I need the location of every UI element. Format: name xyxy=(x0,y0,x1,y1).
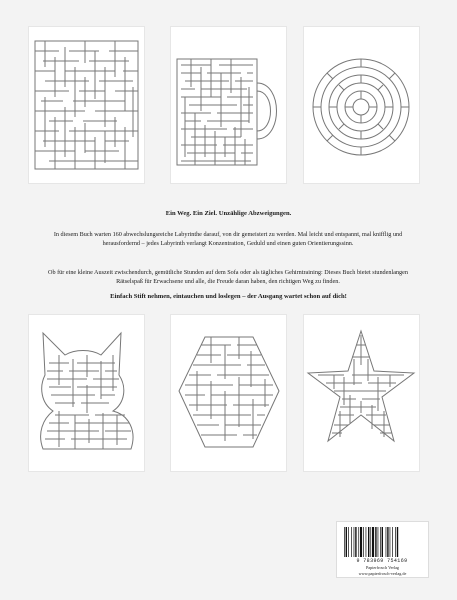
description-paragraph-2: Ob für eine kleine Auszeit zwischendurch, gemütliche Stunden auf dem Sofa oder als tägliches Gehirntraining: Dieses Buch bietet stundenlangen Rätselspaß für Erwachsene und alle, die Freude daran haben, den richtigen Weg zu finden. xyxy=(48,269,408,285)
maze-preview-cat xyxy=(29,315,144,471)
square-grid-maze xyxy=(29,27,144,183)
mug-maze xyxy=(171,27,286,183)
callout-text: Einfach Stift nehmen, eintauchen und loslegen – der Ausgang wartet schon auf dich! xyxy=(110,293,347,300)
maze-preview-star xyxy=(304,315,419,471)
headline: Ein Weg. Ein Ziel. Unzählige Abzweigungen. xyxy=(165,210,292,217)
maze-preview-hexagon xyxy=(171,315,286,471)
hexagon-maze xyxy=(171,315,286,471)
cat-maze xyxy=(29,315,144,471)
isbn-number: 9 783969 754169 xyxy=(356,558,408,564)
star-maze xyxy=(304,315,419,471)
maze-preview-mug xyxy=(171,27,286,183)
description-paragraph: In diesem Buch warten 160 abwechslungsreiche Labyrinthe darauf, von dir gemeistert zu werden. Mal leicht und entspannt, mal knifflig und herausfordernd – jedes Labyrinth verlangt Konzentration, Geduld und einen guten Orientierungssinn. xyxy=(53,231,403,247)
circle-maze xyxy=(304,27,419,183)
barcode-panel xyxy=(336,521,429,578)
maze-preview-circle xyxy=(304,27,419,183)
publisher-name: Papierfrosch Verlag xyxy=(365,565,400,570)
maze-preview-square xyxy=(29,27,144,183)
barcode-icon xyxy=(343,527,421,557)
publisher-website: www.papierfrosch-verlag.de xyxy=(358,571,407,576)
